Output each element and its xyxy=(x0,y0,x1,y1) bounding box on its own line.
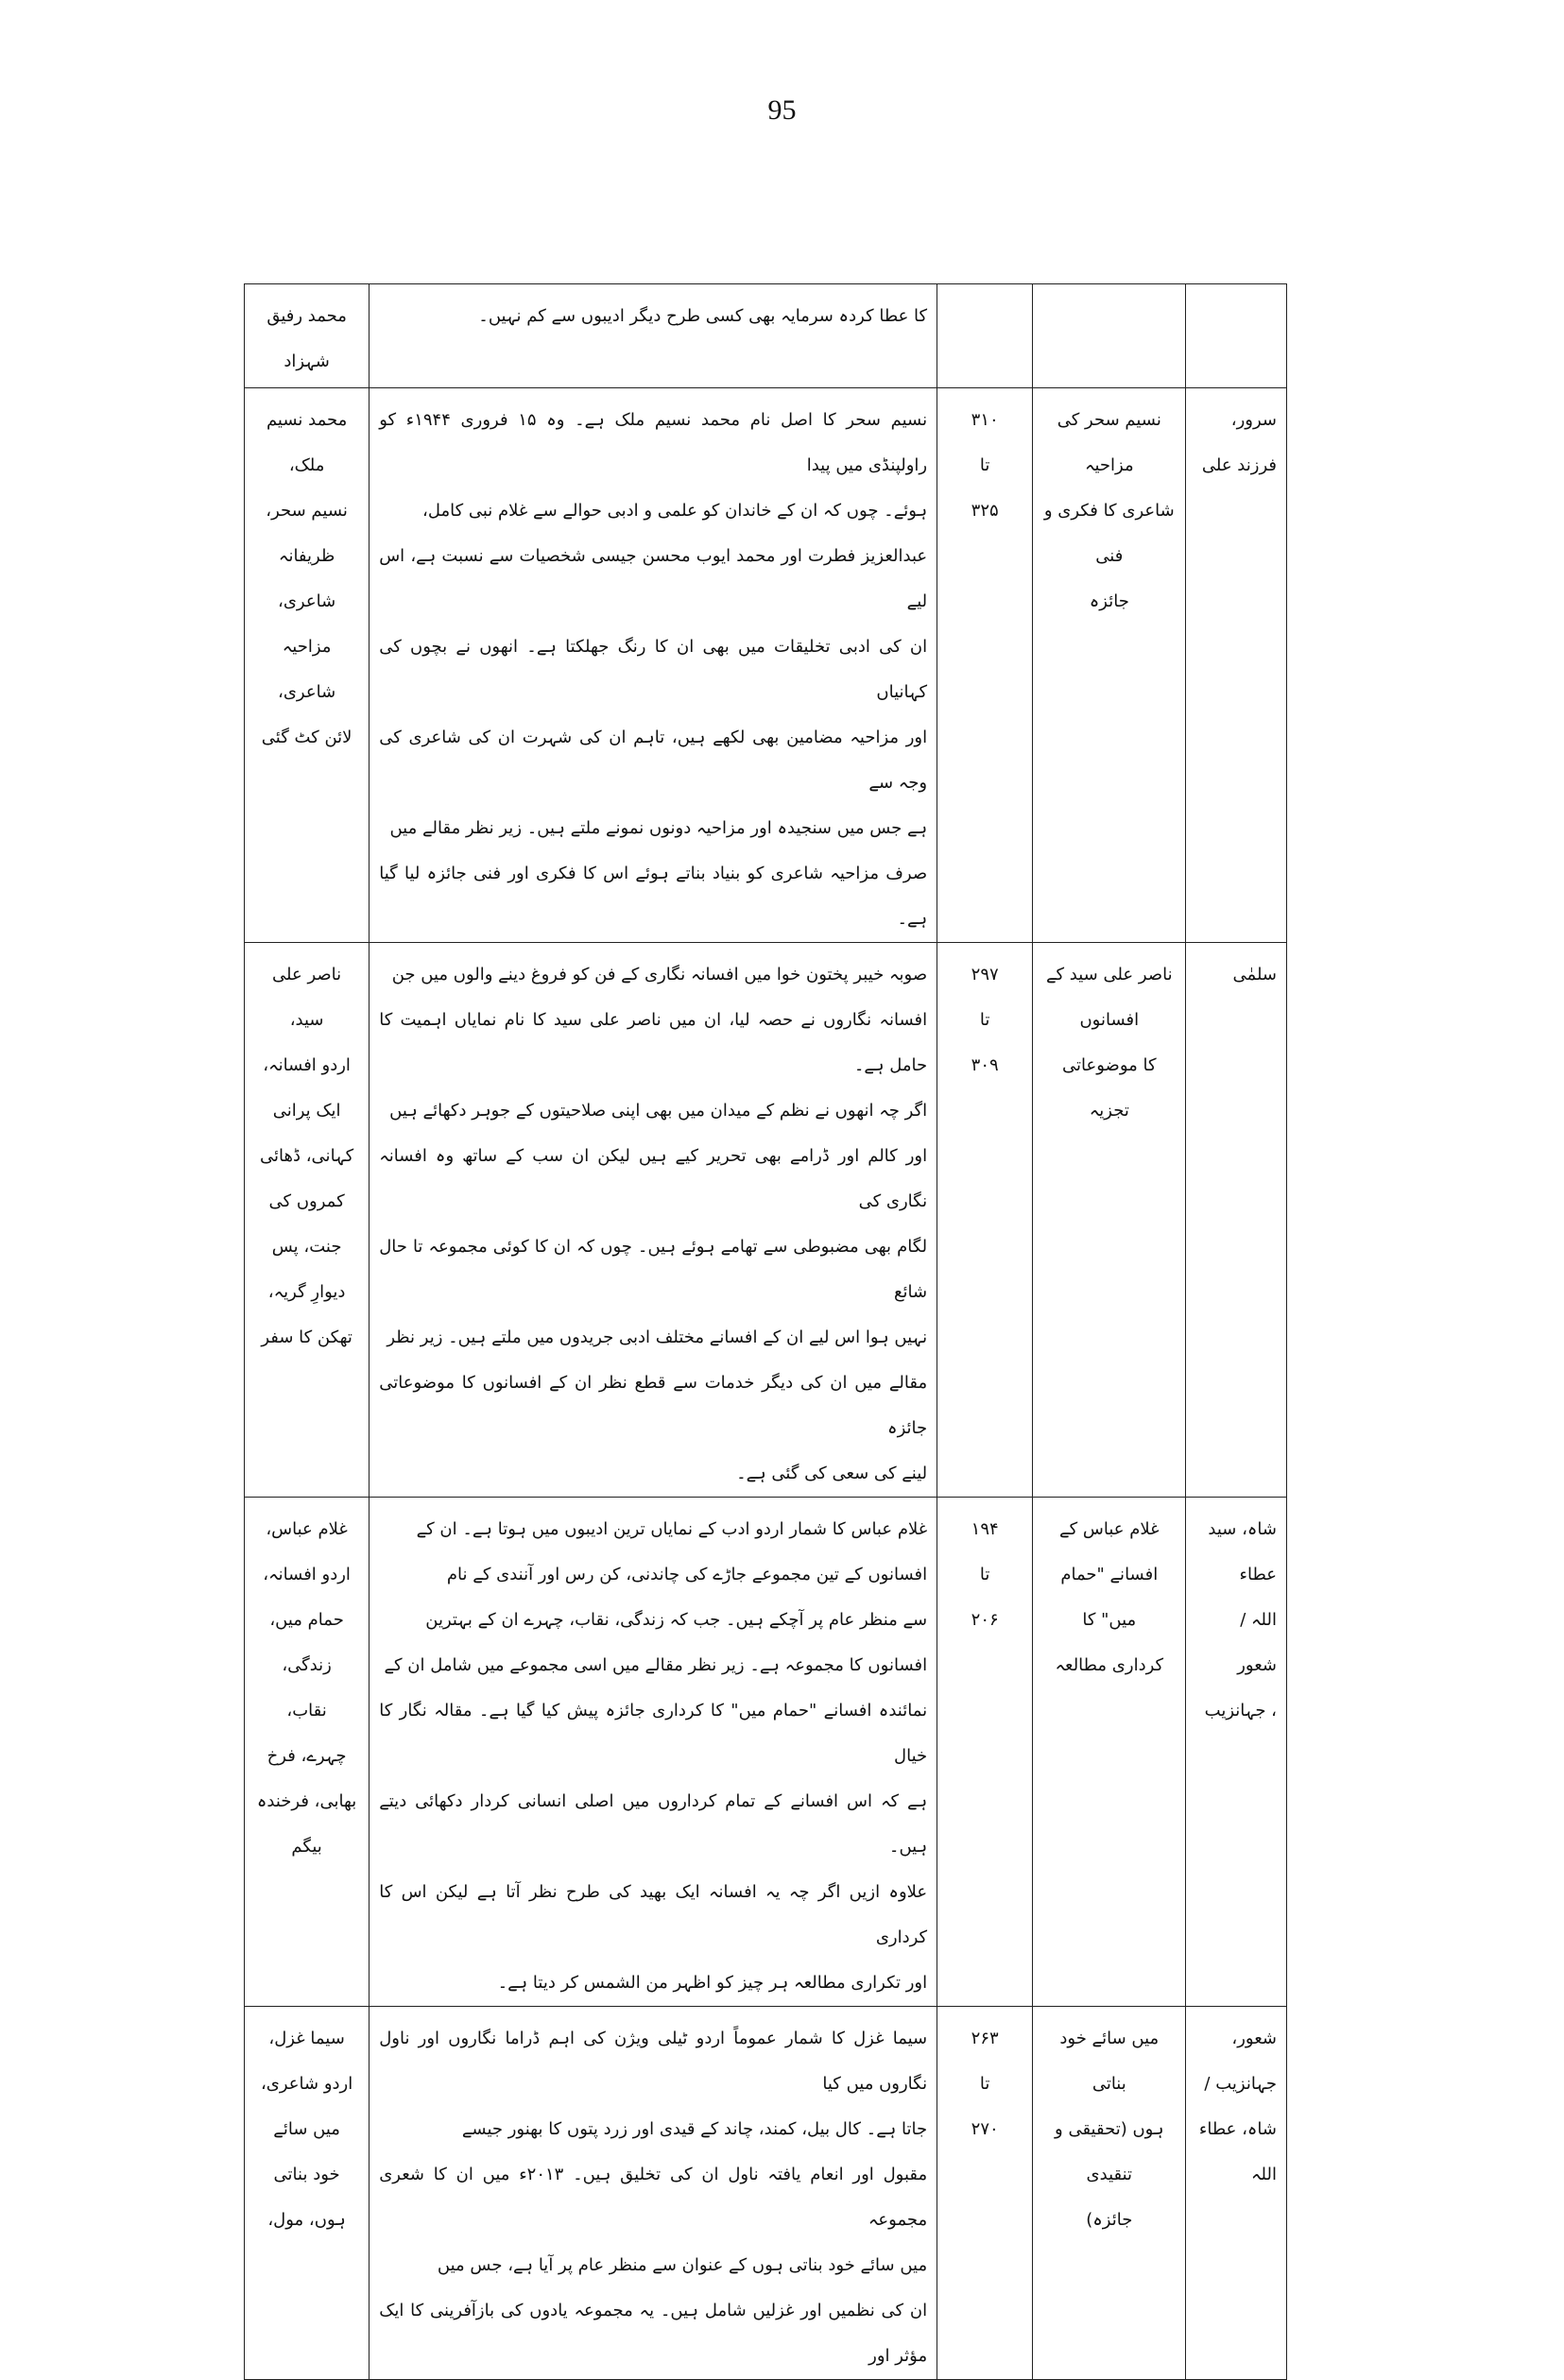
summary-line: نہیں ہوا اس لیے ان کے افسانے مختلف ادبی جریدوں میں ملتے ہیں۔ زیر نظر xyxy=(387,1327,928,1347)
summary-cell xyxy=(370,388,937,943)
summary-cell xyxy=(370,943,937,1498)
article-table xyxy=(244,283,1287,2380)
title-line: کا موضوعاتی تجزیہ xyxy=(1062,1055,1157,1121)
author-line: شعور، xyxy=(1231,2029,1277,2048)
keywords-cell xyxy=(245,388,370,943)
title-cell xyxy=(1033,943,1186,1498)
summary-line: مقبول اور انعام یافتہ ناول ان کی تخلیق ہیں۔ ۲۰۱۳ء میں ان کا شعری مجموعہ xyxy=(379,2165,928,2230)
title-line: شاعری کا فکری و فنی xyxy=(1043,501,1175,566)
keywords-line: شاعری، xyxy=(278,682,336,702)
keywords-line: نقاب، xyxy=(286,1701,327,1721)
keywords-line: حمام میں، xyxy=(269,1610,344,1630)
author-line: اللہ / شعور xyxy=(1237,1610,1277,1675)
keywords-line: بھابی، فرخندہ xyxy=(256,1791,357,1811)
keywords-line: کہانی، ڈھائی xyxy=(260,1146,354,1166)
title-cell xyxy=(1033,388,1186,943)
summary-line: لینے کی سعی کی گئی ہے۔ xyxy=(736,1464,928,1483)
keywords-cell xyxy=(245,943,370,1498)
pages-line: ۳۱۰ xyxy=(971,410,999,430)
title-cell xyxy=(1033,284,1186,388)
summary-line: کا عطا کردہ سرمایہ بھی کسی طرح دیگر ادیبوں سے کم نہیں۔ xyxy=(478,306,928,326)
table-row xyxy=(245,284,1287,388)
summary-cell xyxy=(370,2007,937,2380)
keywords-line: ظریفانہ xyxy=(278,546,335,566)
summary-line: میں سائے خود بناتی ہوں کے عنوان سے منظر عام پر آیا ہے، جس میں xyxy=(437,2255,928,2275)
pages-line: تا xyxy=(979,1010,990,1030)
pages-cell xyxy=(937,388,1033,943)
summary-line: افسانوں کا مجموعہ ہے۔ زیر نظر مقالے میں اسی مجموعے میں شامل ان کے xyxy=(384,1655,928,1675)
summary-cell xyxy=(370,284,937,388)
pages-line: ۳۲۵ xyxy=(971,501,999,521)
summary-cell xyxy=(370,1498,937,2007)
author-line: سلمٰی xyxy=(1232,965,1277,985)
pages-line: تا xyxy=(979,2074,990,2094)
summary-line: اور مزاحیہ مضامین بھی لکھے ہیں، تاہم ان کی شہرت ان کی شاعری کی وجہ سے xyxy=(379,728,928,793)
author-cell xyxy=(1186,388,1287,943)
keywords-line: خود بناتی xyxy=(273,2165,340,2184)
summary-line: سے منظر عام پر آچکے ہیں۔ جب کہ زندگی، نقاب، چہرے ان کے بہترین xyxy=(425,1610,928,1630)
keywords-line: دیوارِ گریہ، xyxy=(267,1282,346,1302)
author-line: شاہ، عطاء xyxy=(1198,2119,1277,2139)
author-line: سرور، xyxy=(1230,410,1277,430)
author-line: فرزند علی xyxy=(1201,455,1277,475)
keywords-line: چہرے، فرخ xyxy=(266,1746,347,1766)
keywords-line: سیما غزل، xyxy=(268,2029,345,2048)
summary-line: ہوئے۔ چوں کہ ان کے خاندان کو علمی و ادبی حوالے سے غلام نبی کامل، xyxy=(422,501,928,521)
keywords-line: ایک پرانی xyxy=(272,1101,341,1121)
pages-line: تا xyxy=(979,455,990,475)
summary-line: افسانوں کے تین مجموعے جاڑے کی چاندنی، کن رس اور آنندی کے نام xyxy=(446,1565,928,1584)
author-cell xyxy=(1186,943,1287,1498)
summary-line: ہے جس میں سنجیدہ اور مزاحیہ دونوں نمونے ملتے ہیں۔ زیر نظر مقالے میں xyxy=(389,818,928,838)
author-line: ، جہانزیب xyxy=(1204,1701,1277,1721)
author-cell xyxy=(1186,1498,1287,2007)
keywords-line: محمد نسیم ملک، xyxy=(266,410,348,475)
author-line: جہانزیب / xyxy=(1204,2074,1277,2094)
summary-line: صرف مزاحیہ شاعری کو بنیاد بناتے ہوئے اس کا فکری اور فنی جائزہ لیا گیا ہے۔ xyxy=(379,864,928,929)
page-number: 95 xyxy=(767,94,797,126)
keywords-line: اردو افسانہ، xyxy=(263,1055,351,1075)
author-line: شاہ، سید xyxy=(1208,1519,1277,1539)
keywords-cell xyxy=(245,2007,370,2380)
pages-line: ۱۹۴ xyxy=(971,1519,999,1539)
keywords-line: شاعری، xyxy=(278,591,336,611)
title-line: نسیم سحر کی مزاحیہ xyxy=(1057,410,1161,475)
summary-line: اگر چہ انھوں نے نظم کے میدان میں بھی اپنی صلاحیتوں کے جوہر دکھائے ہیں xyxy=(389,1101,928,1121)
table-row xyxy=(245,2007,1287,2380)
keywords-line: غلام عباس، xyxy=(266,1519,348,1539)
summary-line: علاوہ ازیں اگر چہ یہ افسانہ ایک بھید کی طرح نظر آتا ہے لیکن اس کا کرداری xyxy=(379,1882,928,1947)
keywords-line: بیگم xyxy=(291,1837,322,1857)
keywords-line: محمد رفیق xyxy=(266,306,347,326)
title-line: کرداری مطالعہ xyxy=(1055,1655,1164,1675)
summary-line: نسیم سحر کا اصل نام محمد نسیم ملک ہے۔ وہ ۱۵ فروری ۱۹۴۴ء کو راولپنڈی میں پیدا xyxy=(379,410,928,475)
pages-cell xyxy=(937,2007,1033,2380)
keywords-line: نسیم سحر، xyxy=(266,501,348,521)
keywords-line: اردو افسانہ، xyxy=(263,1565,351,1584)
keywords-line: میں سائے xyxy=(273,2119,340,2139)
title-line: میں سائے خود بناتی xyxy=(1059,2029,1160,2094)
keywords-line: زندگی، xyxy=(282,1655,332,1675)
summary-line: اور تکراری مطالعہ ہر چیز کو اظہر من الشمس کر دیتا ہے۔ xyxy=(497,1973,928,1993)
keywords-line: مزاحیہ xyxy=(282,637,332,657)
summary-line: ہے کہ اس افسانے کے تمام کرداروں میں اصلی انسانی کردار دکھائی دیتے ہیں۔ xyxy=(379,1791,928,1857)
title-cell xyxy=(1033,1498,1186,2007)
title-cell xyxy=(1033,2007,1186,2380)
pages-line: ۳۰۹ xyxy=(971,1055,999,1075)
summary-line: افسانہ نگاروں نے حصہ لیا، ان میں ناصر علی سید کا نام نمایاں اہمیت کا حامل ہے۔ xyxy=(379,1010,928,1075)
pages-cell xyxy=(937,943,1033,1498)
title-line: ناصر علی سید کے افسانوں xyxy=(1045,965,1173,1030)
keywords-line: ناصر علی سید، xyxy=(272,965,342,1030)
table-row xyxy=(245,1498,1287,2007)
table-row xyxy=(245,943,1287,1498)
pages-cell xyxy=(937,1498,1033,2007)
keywords-line: ہوں، مول، xyxy=(267,2210,346,2230)
pages-line: تا xyxy=(979,1565,990,1584)
pages-line: ۲۶۳ xyxy=(971,2029,999,2048)
keywords-line: لائن کٹ گئی xyxy=(261,728,352,747)
pages-line: ۲۰۶ xyxy=(971,1610,999,1630)
summary-line: مقالے میں ان کی دیگر خدمات سے قطع نظر ان کے افسانوں کا موضوعاتی جائزہ xyxy=(379,1373,928,1438)
author-line: عطاء xyxy=(1239,1565,1277,1584)
summary-line: اور کالم اور ڈرامے بھی تحریر کیے ہیں لیکن ان سب کے ساتھ وہ افسانہ نگاری کی xyxy=(379,1146,928,1211)
pages-line: ۲۹۷ xyxy=(971,965,999,985)
title-line: جائزہ) xyxy=(1086,2210,1133,2230)
table-row xyxy=(245,388,1287,943)
summary-line: ان کی ادبی تخلیقات میں بھی ان کا رنگ جھلکتا ہے۔ انھوں نے بچوں کی کہانیاں xyxy=(379,637,928,702)
keywords-line: جنت، پس xyxy=(271,1237,342,1257)
title-line: افسانے "حمام میں" کا xyxy=(1060,1565,1159,1630)
summary-line: ان کی نظمیں اور غزلیں شامل ہیں۔ یہ مجموعہ یادوں کی بازآفرینی کا ایک مؤثر اور xyxy=(379,2301,928,2366)
title-line: جائزہ xyxy=(1089,591,1129,611)
summary-line: نمائندہ افسانے "حمام میں" کا کرداری جائزہ پیش کیا گیا ہے۔ مقالہ نگار کا خیال xyxy=(379,1701,928,1766)
summary-line: سیما غزل کا شمار عموماً اردو ٹیلی ویژن کی اہم ڈراما نگاروں اور ناول نگاروں میں کیا xyxy=(379,2029,928,2094)
author-cell xyxy=(1186,2007,1287,2380)
summary-line: صوبہ خیبر پختون خوا میں افسانہ نگاری کے فن کو فروغ دینے والوں میں جن xyxy=(391,965,928,985)
keywords-cell xyxy=(245,1498,370,2007)
summary-line: لگام بھی مضبوطی سے تھامے ہوئے ہیں۔ چوں کہ ان کا کوئی مجموعہ تا حال شائع xyxy=(379,1237,928,1302)
keywords-line: کمروں کی xyxy=(268,1191,345,1211)
title-line: غلام عباس کے xyxy=(1059,1519,1160,1539)
summary-line: جاتا ہے۔ کال بیل، کمند، چاند کے قیدی اور زرد پتوں کا بھنور جیسے xyxy=(461,2119,928,2139)
keywords-line: شہزاد xyxy=(284,351,330,371)
author-line: اللہ xyxy=(1251,2165,1277,2184)
pages-line: ۲۷۰ xyxy=(971,2119,999,2139)
summary-line: عبدالعزیز فطرت اور محمد ایوب محسن جیسی شخصیات سے نسبت ہے، اس لیے xyxy=(379,546,928,611)
summary-line: غلام عباس کا شمار اردو ادب کے نمایاں ترین ادیبوں میں ہوتا ہے۔ ان کے xyxy=(416,1519,928,1539)
pages-cell xyxy=(937,284,1033,388)
keywords-cell xyxy=(245,284,370,388)
keywords-line: اردو شاعری، xyxy=(260,2074,353,2094)
title-line: ہوں (تحقیقی و تنقیدی xyxy=(1055,2119,1164,2184)
keywords-line: تھکن کا سفر xyxy=(261,1327,352,1347)
author-cell xyxy=(1186,284,1287,388)
